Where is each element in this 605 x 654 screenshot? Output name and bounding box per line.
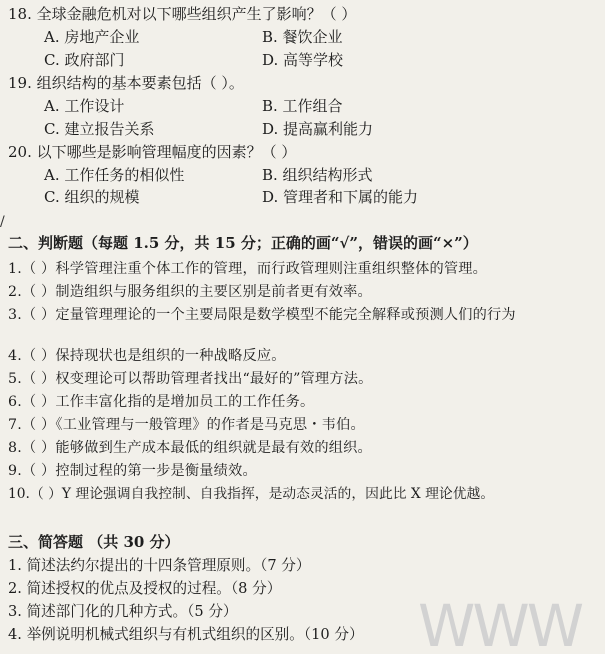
question-19-option-c: C. 建立报告关系 [44, 120, 155, 138]
judgement-item-3: 3.（ ）定量管理理论的一个主要局限是数学模型不能完全解释或预测人们的行为 [8, 307, 516, 323]
short-answer-item-3: 3. 简述部门化的几种方式。（5 分） [8, 603, 238, 620]
judgement-item-5: 5.（ ）权变理论可以帮助管理者找出“最好的”管理方法。 [8, 371, 373, 387]
judgement-item-6: 6.（ ）工作丰富化指的是增加员工的工作任务。 [8, 394, 315, 410]
short-answer-heading: 三、简答题 （共 30 分） [8, 533, 180, 551]
short-answer-item-1: 1. 简述法约尔提出的十四条管理原则。（7 分） [8, 557, 311, 574]
question-20-option-c: C. 组织的规模 [44, 188, 140, 206]
question-20-option-a: A. 工作任务的相似性 [44, 166, 185, 184]
question-20: 20. 以下哪些是影响管理幅度的因素？（ ） [8, 143, 297, 161]
question-20-option-b: B. 组织结构形式 [262, 166, 373, 184]
judgement-item-1: 1.（ ）科学管理注重个体工作的管理，而行政管理则注重组织整体的管理。 [8, 261, 488, 277]
question-18-option-c: C. 政府部门 [44, 51, 125, 69]
question-18-option-b: B. 餐饮企业 [262, 28, 343, 46]
question-18-option-a: A. 房地产企业 [44, 28, 140, 46]
question-20-option-d: D. 管理者和下属的能力 [262, 188, 419, 206]
judgement-item-4: 4.（ ）保持现状也是组织的一种战略反应。 [8, 348, 286, 364]
question-18: 18. 全球金融危机对以下哪些组织产生了影响？（ ） [8, 5, 357, 23]
judgement-heading: 二、判断题（每题 1.5 分，共 15 分；正确的画“√”，错误的画“×”） [8, 234, 478, 252]
short-answer-item-2: 2. 简述授权的优点及授权的过程。（8 分） [8, 580, 282, 597]
judgement-item-7: 7.（ ）《工业管理与一般管理》的作者是马克思・韦伯。 [8, 417, 365, 433]
judgement-item-8: 8.（ ）能够做到生产成本最低的组织就是最有效的组织。 [8, 440, 372, 456]
question-19-option-a: A. 工作设计 [44, 97, 125, 115]
watermark: WWW [418, 598, 582, 654]
question-18-option-d: D. 高等学校 [262, 51, 344, 69]
short-answer-item-4: 4. 举例说明机械式组织与有机式组织的区别。（10 分） [8, 626, 364, 643]
question-19-option-d: D. 提高赢利能力 [262, 120, 374, 138]
judgement-item-2: 2.（ ）制造组织与服务组织的主要区别是前者更有效率。 [8, 284, 372, 300]
question-19-option-b: B. 工作组合 [262, 97, 343, 115]
judgement-item-9: 9.（ ）控制过程的第一步是衡量绩效。 [8, 463, 257, 479]
margin-mark: / [0, 214, 5, 230]
judgement-item-10: 10.（ ）Y 理论强调自我控制、自我指挥，是动态灵活的，因此比 X 理论优越。 [8, 486, 495, 502]
question-19: 19. 组织结构的基本要素包括（ ）。 [8, 74, 244, 92]
